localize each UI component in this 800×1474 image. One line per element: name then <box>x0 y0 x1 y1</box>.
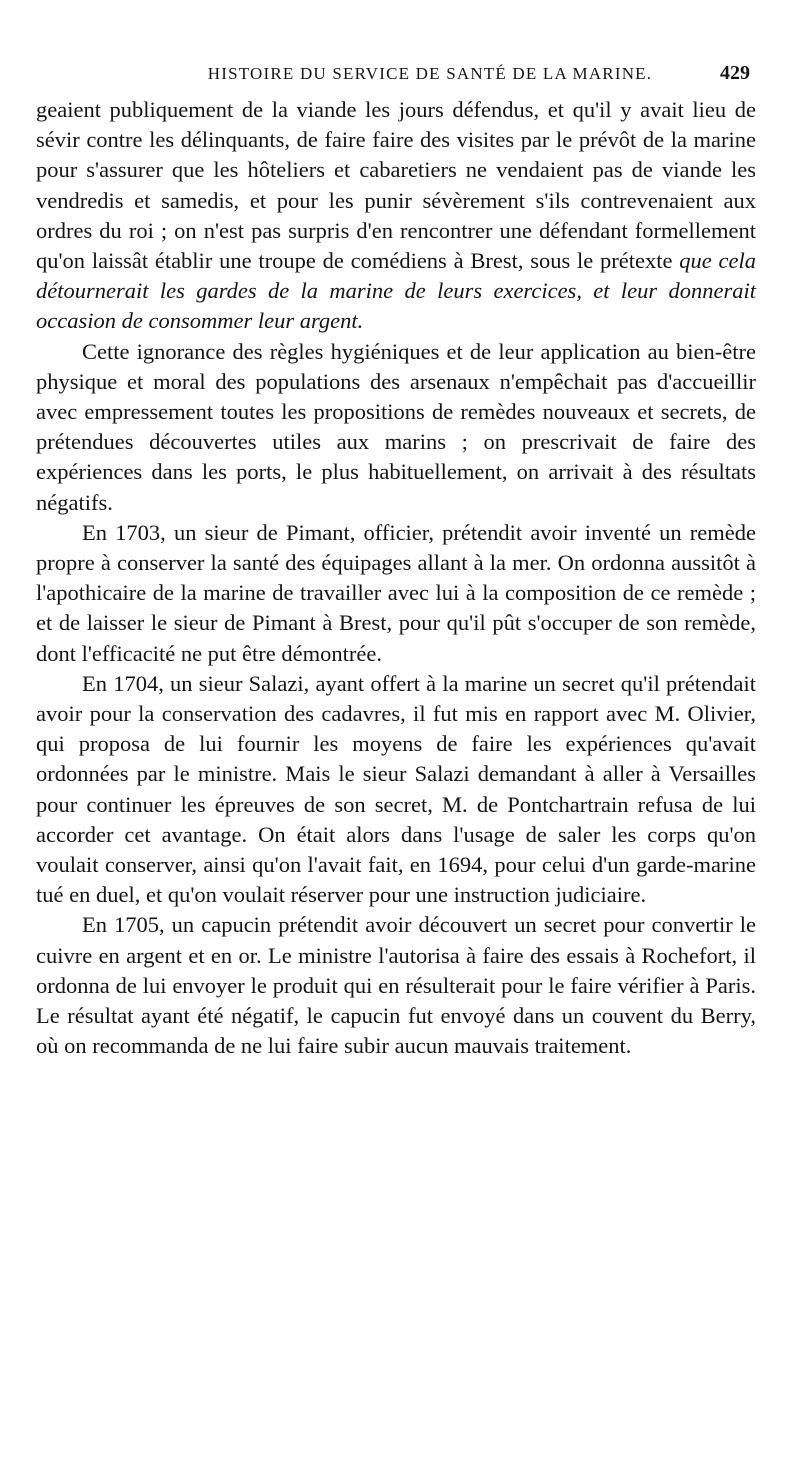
running-title: HISTOIRE DU SERVICE DE SANTÉ DE LA MARINE. <box>207 64 653 83</box>
page-number: 429 <box>720 62 750 84</box>
paragraph-4: En 1704, un sieur Salazi, ayant offert à la marine un secret qu'il prétendait avoir pour la conservation des cadavres, il fut mis en rapport avec M. Olivier, qui proposa de lui fournir les moyens de faire les expériences qu'avait ordonnées par le ministre. Mais le sieur Salazi demandant à aller à Versailles pour continuer les épreuves de son secret, M. de Pontchartrain refusa de lui accorder cet avantage. On était alors dans l'usage de saler les corps qu'on voulait conserver, ainsi qu'on l'avait fait, en 1694, pour celui d'un garde-marine tué en duel, et qu'on voulait réserver pour une instruction judiciaire. <box>36 670 756 908</box>
paragraph-1-text: geaient publiquement de la viande les jours défendus, et qu'il y avait lieu de sévir contre les délinquants, de faire faire des visites par le prévôt de la marine pour s'assurer que les hôteliers et cabaretiers ne vendaient pas de viande les vendredis et samedis, et pour les punir sévèrement s'ils contrevenaient aux ordres du roi ; on n'est pas surpris d'en rencontrer une défendant formellement qu'on laissât établir une troupe de comédiens à Brest, sous le prétexte <box>36 97 756 274</box>
paragraph-2: Cette ignorance des règles hygiéniques et de leur application au bien-être physique et moral des populations des arsenaux n'empêchait pas d'accueillir avec empressement toutes les propositions de remèdes nouveaux et secrets, de prétendues découvertes utiles aux marins ; on prescrivait de faire des expériences dans les ports, le plus habituellement, on arrivait à des résultats négatifs. <box>36 338 756 515</box>
paragraph-3: En 1703, un sieur de Pimant, officier, prétendit avoir inventé un remède propre à conserver la santé des équipages allant à la mer. On ordonna aussitôt à l'apothicaire de la marine de travailler avec lui à la composition de ce remède ; et de laisser le sieur de Pimant à Brest, pour qu'il pût s'occuper de son remède, dont l'efficacité ne put être démontrée. <box>36 519 756 666</box>
running-head <box>120 60 750 90</box>
paragraph-1 <box>36 95 756 337</box>
body-text <box>36 95 756 1062</box>
paragraph-5: En 1705, un capucin prétendit avoir découvert un secret pour convertir le cuivre en argent et en or. Le ministre l'autorisa à faire des essais à Rochefort, il ordonna de lui envoyer le produit qui en résulterait pour le faire vérifier à Paris. Le résultat ayant été négatif, le capucin fut envoyé dans un couvent du Berry, où on recommanda de ne lui faire subir aucun mauvais traitement. <box>36 912 756 1059</box>
paragraph-1-italic-quote: que cela détournerait les gardes de la marine de leurs exercices, et leur donnerait occasion de consommer leur argent. <box>36 248 756 334</box>
